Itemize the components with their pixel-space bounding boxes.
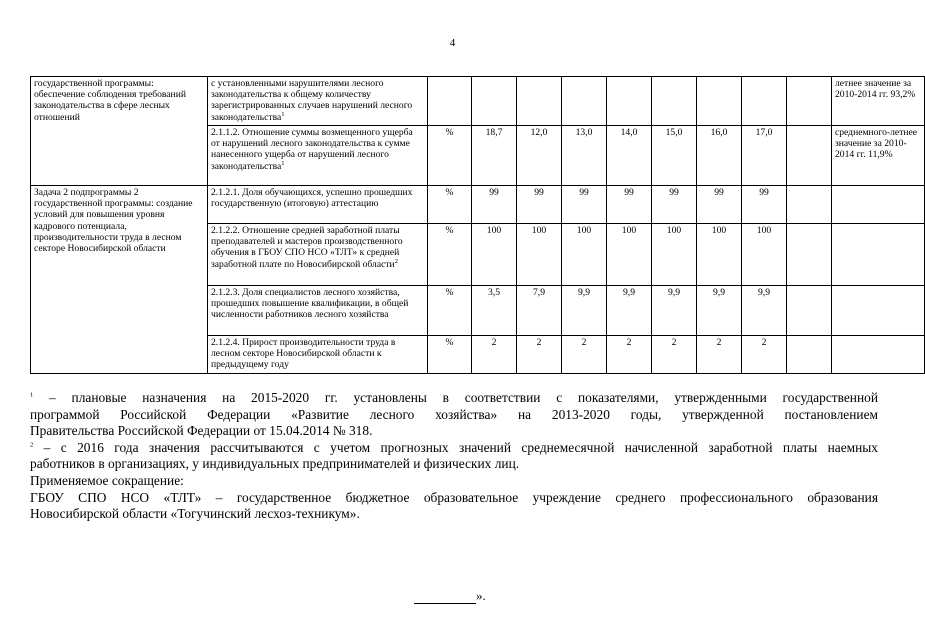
value-cell: 2 [652, 336, 697, 374]
value-cell: 7,9 [517, 286, 562, 336]
value-cell: 2 [472, 336, 517, 374]
footnote-ref: 1 [281, 159, 285, 167]
value-cell: 17,0 [742, 126, 787, 186]
value-cell: 99 [742, 186, 787, 224]
footnote-ref: 1 [281, 110, 285, 118]
value-cell [787, 224, 832, 286]
closing-line [414, 588, 486, 604]
unit-cell: % [428, 126, 472, 186]
footnote-1-mark: 1 [30, 391, 34, 399]
note-cell: летнее значение за 2010-2014 гг. 93,2% [832, 77, 925, 126]
footnote-2-line-2: работников в организациях, у индивидуальных предпринимателей и физических лиц. [30, 456, 520, 472]
indicator-text: 2.1.1.2. Отношение суммы возмещенного ущерба от нарушений лесного законодательства к сумме нанесенного ущерба от нарушений лесного законодательства [211, 127, 413, 172]
footnotes [30, 390, 878, 523]
task-cell: Задача 2 подпрограммы 2 государственной программы: создание условий для повышения уровня кадрового потенциала, производительности труда в лесном секторе Новосибирской области [31, 186, 208, 374]
footnote-1-line-1: $^1$ – плановые назначения на 2015-2020 гг. установлены в соответствии с показателями, утвержденными государственной [30, 390, 878, 405]
footnote-2-line-1: $^2$ – с 2016 года значения рассчитываются с учетом прогнозных значений среднемесячной начисленной заработной платы наемных [30, 439, 878, 455]
value-cell: 100 [742, 224, 787, 286]
value-cell: 100 [517, 224, 562, 286]
note-cell [832, 186, 925, 224]
value-cell: 2 [562, 336, 607, 374]
value-cell: 99 [607, 186, 652, 224]
value-cell [742, 77, 787, 126]
abbreviation-line-1: ГБОУ СПО НСО «ТЛТ» – государственное бюджетное образовательное учреждение среднего профессионального образования [30, 489, 878, 505]
page-number: 4 [449, 37, 456, 49]
value-cell: 3,5 [472, 286, 517, 336]
unit-cell: % [428, 286, 472, 336]
abbreviation-title: Применяемое сокращение: [30, 472, 184, 488]
unit-cell: % [428, 336, 472, 374]
value-cell: 100 [607, 224, 652, 286]
table-row [31, 77, 925, 126]
value-cell: 9,9 [742, 286, 787, 336]
indicator-cell [208, 186, 428, 224]
value-cell: 15,0 [652, 126, 697, 186]
value-cell [472, 77, 517, 126]
task-cell: государственной программы: обеспечение соблюдения требований законодательства в сфере лесных отношений [31, 77, 208, 186]
value-cell [697, 77, 742, 126]
value-cell: 2 [742, 336, 787, 374]
note-cell: среднемного-летнее значение за 2010-2014 гг. 11,9% [832, 126, 925, 186]
table-body [31, 77, 925, 374]
value-cell: 2 [607, 336, 652, 374]
signature-underline [414, 591, 476, 604]
abbreviation-line-2: Новосибирской области «Тогучинский лесхоз-техникум». [30, 506, 360, 522]
value-cell: 99 [517, 186, 562, 224]
indicator-cell [208, 126, 428, 186]
value-cell [652, 77, 697, 126]
note-cell [832, 224, 925, 286]
value-cell: 99 [472, 186, 517, 224]
value-cell: 12,0 [517, 126, 562, 186]
value-cell [787, 286, 832, 336]
indicator-text: с установленными нарушителями лесного законодательства к общему количеству зарегистрированных случаев нарушений лесного законодательства [211, 78, 413, 123]
value-cell [562, 77, 607, 126]
footnote-ref: 2 [394, 257, 398, 265]
value-cell [787, 77, 832, 126]
value-cell: 9,9 [652, 286, 697, 336]
unit-cell [428, 77, 472, 126]
value-cell: 99 [697, 186, 742, 224]
indicator-text: 2.1.2.4. Прирост производительности труда в лесном секторе Новосибирской области к предыдущему году [211, 337, 396, 371]
value-cell [517, 77, 562, 126]
value-cell [607, 77, 652, 126]
indicator-text: 2.1.2.3. Доля специалистов лесного хозяйства, прошедших повышение квалификации, в общей численности работников лесного хозяйства [211, 287, 409, 321]
indicator-text: 2.1.2.1. Доля обучающихся, успешно прошедших государственную (итоговую) аттестацию [211, 187, 413, 210]
value-cell: 9,9 [697, 286, 742, 336]
indicator-cell [208, 286, 428, 336]
value-cell: 100 [652, 224, 697, 286]
value-cell: 9,9 [562, 286, 607, 336]
value-cell: 2 [697, 336, 742, 374]
unit-cell: % [428, 224, 472, 286]
value-cell: 16,0 [697, 126, 742, 186]
value-cell: 100 [697, 224, 742, 286]
footnote-1-line-3: Правительства Российской Федерации от 15.04.2014 № 318. [30, 423, 373, 439]
indicators-table [30, 76, 925, 374]
footnote-2-mark: 2 [30, 441, 34, 449]
value-cell: 13,0 [562, 126, 607, 186]
value-cell [787, 186, 832, 224]
value-cell [787, 336, 832, 374]
value-cell: 9,9 [607, 286, 652, 336]
closing-quote: ». [476, 588, 486, 603]
value-cell: 2 [517, 336, 562, 374]
footnote-1-line-2: программой Российской Федерации «Развитие лесного хозяйства» на 2013-2020 годы, утвержденной постановлением [30, 406, 878, 422]
indicator-cell [208, 224, 428, 286]
note-cell [832, 286, 925, 336]
value-cell: 99 [652, 186, 697, 224]
unit-cell: % [428, 186, 472, 224]
note-cell [832, 336, 925, 374]
value-cell: 99 [562, 186, 607, 224]
value-cell: 100 [472, 224, 517, 286]
value-cell [787, 126, 832, 186]
indicator-cell [208, 336, 428, 374]
table-row [31, 186, 925, 224]
value-cell: 14,0 [607, 126, 652, 186]
indicator-text: 2.1.2.2. Отношение средней заработной платы преподавателей и мастеров производственного обучения в ГБОУ СПО НСО «ТЛТ» к средней заработной плате по Новосибирской области [211, 225, 403, 270]
indicator-cell [208, 77, 428, 126]
value-cell: 18,7 [472, 126, 517, 186]
value-cell: 100 [562, 224, 607, 286]
